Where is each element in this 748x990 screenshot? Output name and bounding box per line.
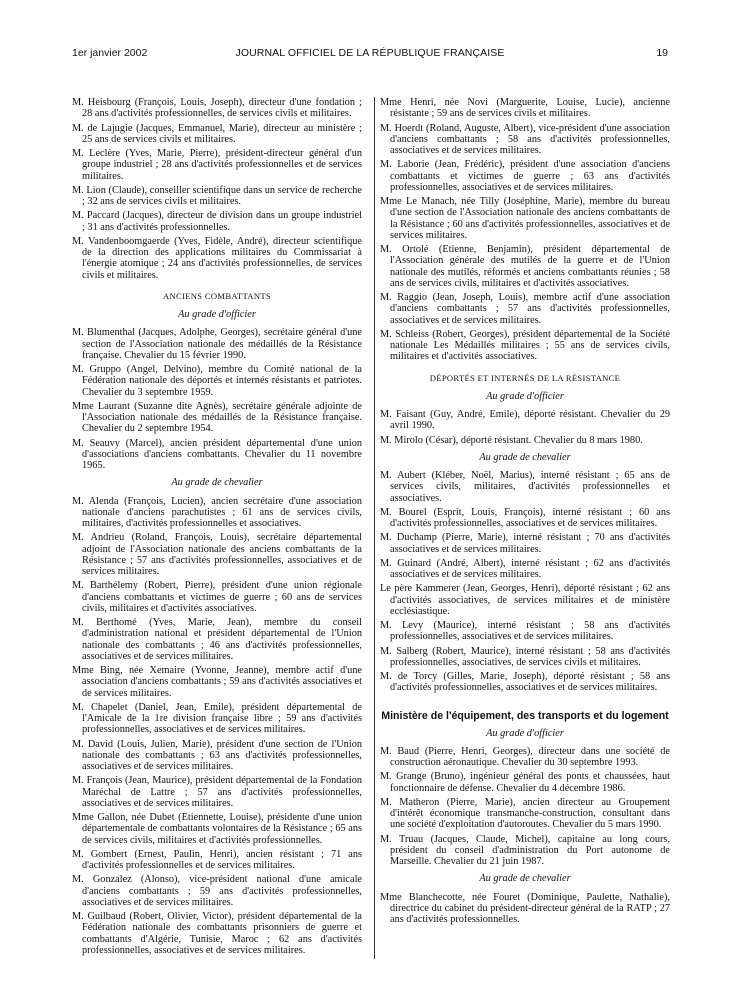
- decoration-entry: M. Seauvy (Marcel), ancien président départemental d'une union d'associations d'anciens combattants. Chevalier du 11 novembre 1965.: [72, 437, 362, 471]
- decoration-entry: M. Guinard (André, Albert), interné résistant ; 62 ans d'activités associatives et de services militaires.: [380, 557, 670, 580]
- ministry-heading: Ministère de l'équipement, des transports et du logement: [381, 709, 669, 722]
- decoration-entry: Mme Blanchecotte, née Fouret (Dominique, Paulette, Nathalie), directrice du cabinet du président-directeur général de la RATP ; 27 ans d'activités professionnelles.: [380, 891, 670, 925]
- decoration-entry: M. Aubert (Kléber, Noël, Marius), interné résistant ; 65 ans de services civils, militaires, d'activités professionnelles et associatives.: [380, 470, 670, 504]
- decoration-entry: M. de Torcy (Gilles, Marie, Joseph), déporté résistant ; 58 ans d'activités professionnelles, associatives et de services militaires.: [380, 671, 670, 694]
- decoration-entry: M. Blumenthal (Jacques, Adolphe, Georges), secrétaire général d'une section de l'Association nationale des médaillés de la Résistance française. Chevalier du 15 février 1990.: [72, 327, 362, 361]
- header-date: 1er janvier 2002: [72, 47, 148, 59]
- decoration-entry: M. Matheron (Pierre, Marie), ancien directeur au Groupement d'intérêt économique transmanche-construction, consultant dans une société d'exploitation d'autoroutes. Chevalier du 5 mars 1990.: [380, 796, 670, 831]
- decoration-entry: M. François (Jean, Maurice), président départemental de la Fondation Maréchal de Lattre ; 57 ans d'activités professionnelles, associatives et de services militaires.: [72, 775, 362, 809]
- decoration-entry: M. Faisant (Guy, André, Emile), déporté résistant. Chevalier du 29 avril 1990.: [380, 409, 670, 432]
- decoration-entry: M. Chapelet (Daniel, Jean, Emile), président départemental de l'Amicale de la 1re division française libre ; 59 ans d'activités professionnelles, associatives et de services militaires.: [72, 701, 362, 736]
- decoration-entry: M. David (Louis, Julien, Marie), président d'une section de l'Union nationale des combattants ; 63 ans d'activités professionnelles, associatives et de services militaires.: [72, 738, 362, 772]
- decoration-entry: M. Gombert (Ernest, Paulin, Henri), ancien résistant ; 71 ans d'activités professionnelles et de services militaires.: [72, 848, 362, 871]
- page-header: [72, 47, 668, 63]
- decoration-entry: M. de Lajugie (Jacques, Emmanuel, Marie), directeur au ministère ; 25 ans de services civils et militaires.: [72, 122, 362, 145]
- right-column: [380, 97, 670, 928]
- decoration-entry: M. Bourel (Esprit, Louis, François), interné résistant ; 60 ans d'activités professionnelles, associatives et de services militaires.: [380, 506, 670, 529]
- decoration-entry: M. Raggio (Jean, Joseph, Louis), membre actif d'une association d'anciens combattants ; 57 ans d'activités professionnelles, associatives et de services militaires.: [380, 292, 670, 326]
- decoration-entry: M. Gruppo (Angel, Delvino), membre du Comité national de la Fédération nationale des déportés et internés résistants et patriotes. Chevalier du 3 septembre 1959.: [72, 364, 362, 398]
- grade-heading: Au grade d'officier: [178, 309, 256, 320]
- decoration-entry: M. Truau (Jacques, Claude, Michel), capitaine au long cours, président du conseil d'administration du Port autonome de Marseille. Chevalier du 21 juin 1987.: [380, 833, 670, 867]
- decoration-entry: M. Mirolo (César), déporté résistant. Chevalier du 8 mars 1980.: [380, 434, 643, 446]
- grade-heading: Au grade de chevalier: [171, 477, 263, 489]
- decoration-entry: M. Duchamp (Pierre, Marie), interné résistant ; 70 ans d'activités associatives et de services militaires.: [380, 532, 670, 555]
- decoration-entry: M. Berthomé (Yves, Marie, Jean), membre du conseil d'administration national et président départemental de l'Union nationale des combattants ; 46 ans d'activités professionnelles, associatives et de services militaires.: [72, 617, 362, 662]
- decoration-entry: Mme Laurant (Suzanne dite Agnès), secrétaire générale adjointe de l'Association nationale des médaillés de la Résistance française. Chevalier du 2 septembre 1954.: [72, 400, 362, 435]
- decoration-entry: M. Guilbaud (Robert, Olivier, Victor), président départemental de la Fédération nationale des combattants prisonniers de guerre et combattants d'Algérie, Tunisie, Maroc ; 62 ans d'activités professionnelles, associatives et de services militaires.: [72, 911, 362, 956]
- decoration-entry: M. Gonzalez (Alonso), vice-président national d'une amicale d'anciens combattants ; 59 ans d'activités professionnelles, associatives et de services militaires.: [72, 874, 362, 908]
- decoration-entry: M. Ortolé (Etienne, Benjamin), président départemental de l'Association générale des mutilés de la guerre et de l'Union nationale des mutilés, réformés et anciens combattants réunies ; 58 ans de services civils, militaires et d'activités associatives.: [380, 244, 670, 289]
- grade-heading: Au grade d'officier: [486, 390, 564, 402]
- decoration-entry: M. Paccard (Jacques), directeur de division dans un groupe industriel ; 31 ans d'activités professionnelles.: [72, 210, 362, 233]
- decoration-entry: M. Leclère (Yves, Marie, Pierre), président-directeur général d'un groupe industriel ; 28 ans d'activités professionnelles et de services militaires.: [72, 148, 362, 182]
- decoration-entry: M. Grange (Bruno), ingénieur général des ponts et chaussées, haut fonctionnaire de défense. Chevalier du 4 décembre 1986.: [380, 771, 670, 794]
- decoration-entry: M. Andrieu (Roland, François, Louis), secrétaire départemental adjoint de l'Association nationale des anciens combattants de la Résistance ; 57 ans d'activités professionnelles, associatives et de services militaires.: [72, 532, 362, 577]
- decoration-entry: M. Lion (Claude), conseiller scientifique dans un service de recherche ; 32 ans de services civils et militaires.: [72, 184, 362, 207]
- decoration-entry: Mme Bing, née Xemaire (Yvonne, Jeanne), membre actif d'une association d'anciens combattants ; 59 ans d'activités associatives et de services militaires.: [72, 665, 362, 699]
- decoration-entry: M. Schleiss (Robert, Georges), président départemental de la Société nationale Les Médaillés militaires ; 55 ans de services civils, militaires et d'activités associatives.: [380, 328, 670, 363]
- decoration-entry: M. Alenda (François, Lucien), ancien secrétaire d'une association nationale d'anciens parachutistes ; 61 ans de services civils, militaires, d'activités professionnelles et associatives.: [72, 495, 362, 529]
- grade-heading: Au grade de chevalier: [479, 451, 571, 463]
- left-column: [72, 97, 362, 959]
- section-heading: DÉPORTÉS ET INTERNÉS DE LA RÉSISTANCE: [429, 372, 621, 383]
- grade-heading: Au grade de chevalier: [479, 873, 571, 885]
- decoration-entry: Mme Le Manach, née Tilly (Joséphine, Marie), membre du bureau d'une section de l'Association nationale des anciens combattants de la Résistance ; 60 ans d'activités professionnelles, associatives et de services militaires.: [380, 196, 670, 241]
- grade-heading: Au grade d'officier: [486, 727, 564, 739]
- header-title: JOURNAL OFFICIEL DE LA RÉPUBLIQUE FRANÇAISE: [235, 47, 505, 59]
- decoration-entry: M. Vandenboomgaerde (Yves, Fidèle, André), directeur scientifique de la direction des applications militaires du Commissariat à l'énergie atomique ; 24 ans d'activités professionnelles, de services civils et militaires.: [72, 235, 362, 281]
- decoration-entry: Mme Gallon, née Dubet (Etiennette, Louise), présidente d'une union départementale de combattants volontaires de la Résistance ; 65 ans de services civils, militaires et d'activités professionnelles.: [72, 812, 362, 846]
- decoration-entry: M. Barthélemy (Robert, Pierre), président d'une union régionale d'anciens combattants et victimes de guerre ; 60 ans de services civils, militaires et d'activités associatives.: [72, 580, 362, 614]
- section-heading: ANCIENS COMBATTANTS: [163, 290, 271, 301]
- column-divider: [374, 97, 375, 959]
- decoration-entry: M. Laborie (Jean, Frédéric), président d'une association d'anciens combattants et victimes de guerre ; 63 ans d'activités professionnelles, associatives et de services militaires.: [380, 159, 670, 193]
- decoration-entry: Le père Kammerer (Jean, Georges, Henri), déporté résistant ; 62 ans d'activités associatives, de services militaires et de ministère ecclésiastique.: [380, 583, 670, 617]
- decoration-entry: M. Levy (Maurice), interné résistant ; 58 ans d'activités professionnelles, associatives et de services militaires.: [380, 620, 670, 643]
- decoration-entry: M. Salberg (Robert, Maurice), interné résistant ; 58 ans d'activités professionnelles, associatives, de services civils et militaires.: [380, 645, 670, 668]
- page-number: 19: [656, 47, 668, 59]
- decoration-entry: M. Heisbourg (François, Louis, Joseph), directeur d'une fondation ; 28 ans d'activités professionnelles, de services civils et militaires.: [72, 97, 362, 120]
- decoration-entry: M. Baud (Pierre, Henri, Georges), directeur dans une société de construction aéronautique. Chevalier du 30 septembre 1993.: [380, 745, 670, 768]
- decoration-entry: M. Hoerdt (Roland, Auguste, Albert), vice-président d'une association d'anciens combattants ; 58 ans d'activités professionnelles, associatives et de services militaires.: [380, 122, 670, 156]
- decoration-entry: Mme Henri, née Novi (Marguerite, Louise, Lucie), ancienne résistante ; 59 ans de services civils et militaires.: [380, 97, 670, 120]
